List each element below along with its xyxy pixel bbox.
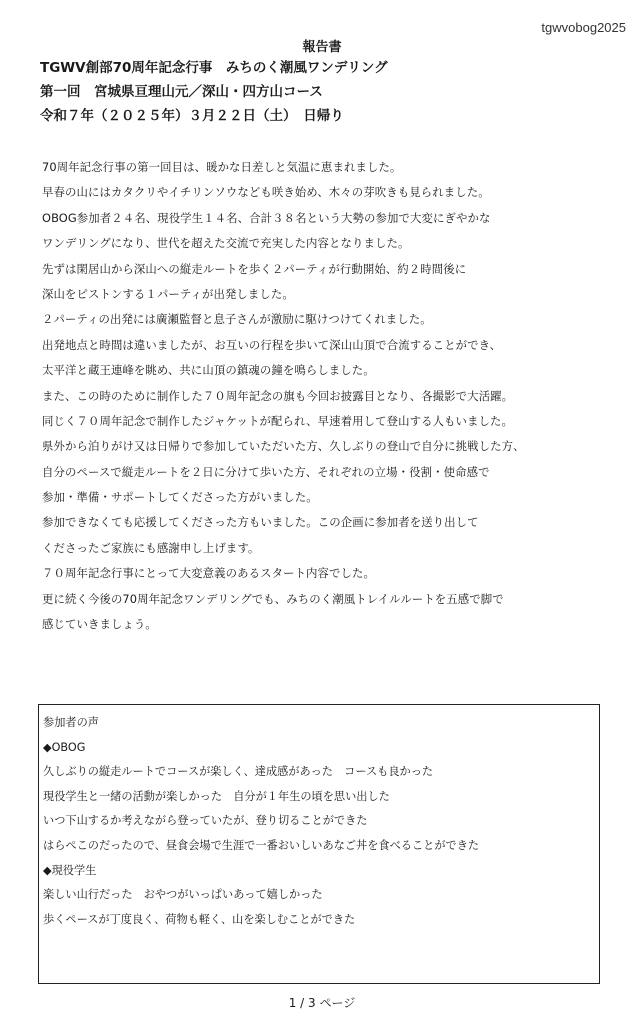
event-date: 令和７年（２０２５年）３月２２日（土） 日帰り <box>40 108 344 124</box>
body-line: ワンデリングになり、世代を超えた交流で充実した内容となりました。 <box>42 236 410 251</box>
event-title: TGWV創部70周年記念行事 みちのく潮風ワンデリング <box>40 60 388 76</box>
body-line: 県外から泊りがけ又は日帰りで参加していただいた方、久しぶりの登山で自分に挑戦した方、 <box>42 439 525 454</box>
student-comment: 歩くペースが丁度良く、荷物も軽く、山を楽しむことができた <box>43 912 356 926</box>
document-id-tag: tgwvobog2025 <box>541 20 626 35</box>
body-line: 自分のペースで縦走ルートを２日に分けて歩いた方、それぞれの立場・役割・使命感で <box>42 464 490 479</box>
body-line: 先ずは閑居山から深山への縦走ルートを歩く２パーティが行動開始、約２時間後に <box>42 261 467 276</box>
report-body <box>42 155 612 637</box>
body-line: 出発地点と時間は違いましたが、お互いの行程を歩いて深山山頂で合流することができ、 <box>42 337 502 352</box>
body-line: また、この時のために制作した７０周年記念の旗も今回お披露目となり、各撮影で大活躍。 <box>42 388 514 403</box>
course-title: 第一回 宮城県亘理山元／深山・四方山コース <box>40 84 323 100</box>
obog-comment: はらぺこのだったので、昼食会場で生涯で一番おいしいあなご丼を食べることができた <box>43 838 480 852</box>
obog-comment: 現役学生と一緒の活動が楽しかった 自分が１年生の頃を思い出した <box>43 789 390 803</box>
body-line: 太平洋と蔵王連峰を眺め、共に山頂の鎮魂の鐘を鳴らしました。 <box>42 363 375 378</box>
body-line: 同じく７０周年記念で制作したジャケットが配られ、早速着用して登山する人もいました。 <box>42 413 514 428</box>
page-number: 1 / 3 ページ <box>288 996 356 1010</box>
obog-heading: ◆OBOG <box>43 740 86 754</box>
body-line: くださったご家族にも感謝申し上げます。 <box>42 540 260 555</box>
voices-content <box>43 711 479 932</box>
body-line: ７０周年記念行事にとって大変意義のあるスタート内容でした。 <box>42 566 376 581</box>
body-line: OBOG参加者２４名、現役学生１４名、合計３８名という大勢の参加で大変にぎやかな <box>42 210 491 225</box>
body-line: 早春の山にはカタクリやイチリンソウなども咲き始め、木々の芽吹きも見られました。 <box>42 185 490 200</box>
obog-comment: 久しぶりの縦走ルートでコースが楽しく、達成感があった コースも良かった <box>43 765 434 779</box>
student-comment: 楽しい山行だった おやつがいっぱいあって嬉しかった <box>43 888 323 902</box>
document-title: 報告書 <box>302 40 342 55</box>
body-line: 感じていきましょう。 <box>42 617 157 632</box>
body-line: ２パーティの出発には廣瀬監督と息子さんが激励に駆けつけてくれました。 <box>42 312 432 327</box>
body-line: 参加・準備・サポートしてくださった方がいました。 <box>42 490 318 505</box>
participant-voices-box <box>38 704 600 984</box>
obog-comment: いつ下山するか考えながら登っていたが、登り切ることができた <box>43 814 368 828</box>
body-line: 更に続く今後の70周年記念ワンデリングでも、みちのく潮風トレイルルートを五感で脚で <box>42 591 504 606</box>
voices-title: 参加者の声 <box>43 716 99 729</box>
body-line: 70周年記念行事の第一回目は、暖かな日差しと気温に恵まれました。 <box>42 160 402 174</box>
body-line: 参加できなくても応援してくださった方もいました。この企画に参加者を送り出して <box>42 515 479 530</box>
body-line: 深山をピストンする１パーティが出発しました。 <box>42 286 294 301</box>
student-heading: ◆現役学生 <box>43 863 97 877</box>
